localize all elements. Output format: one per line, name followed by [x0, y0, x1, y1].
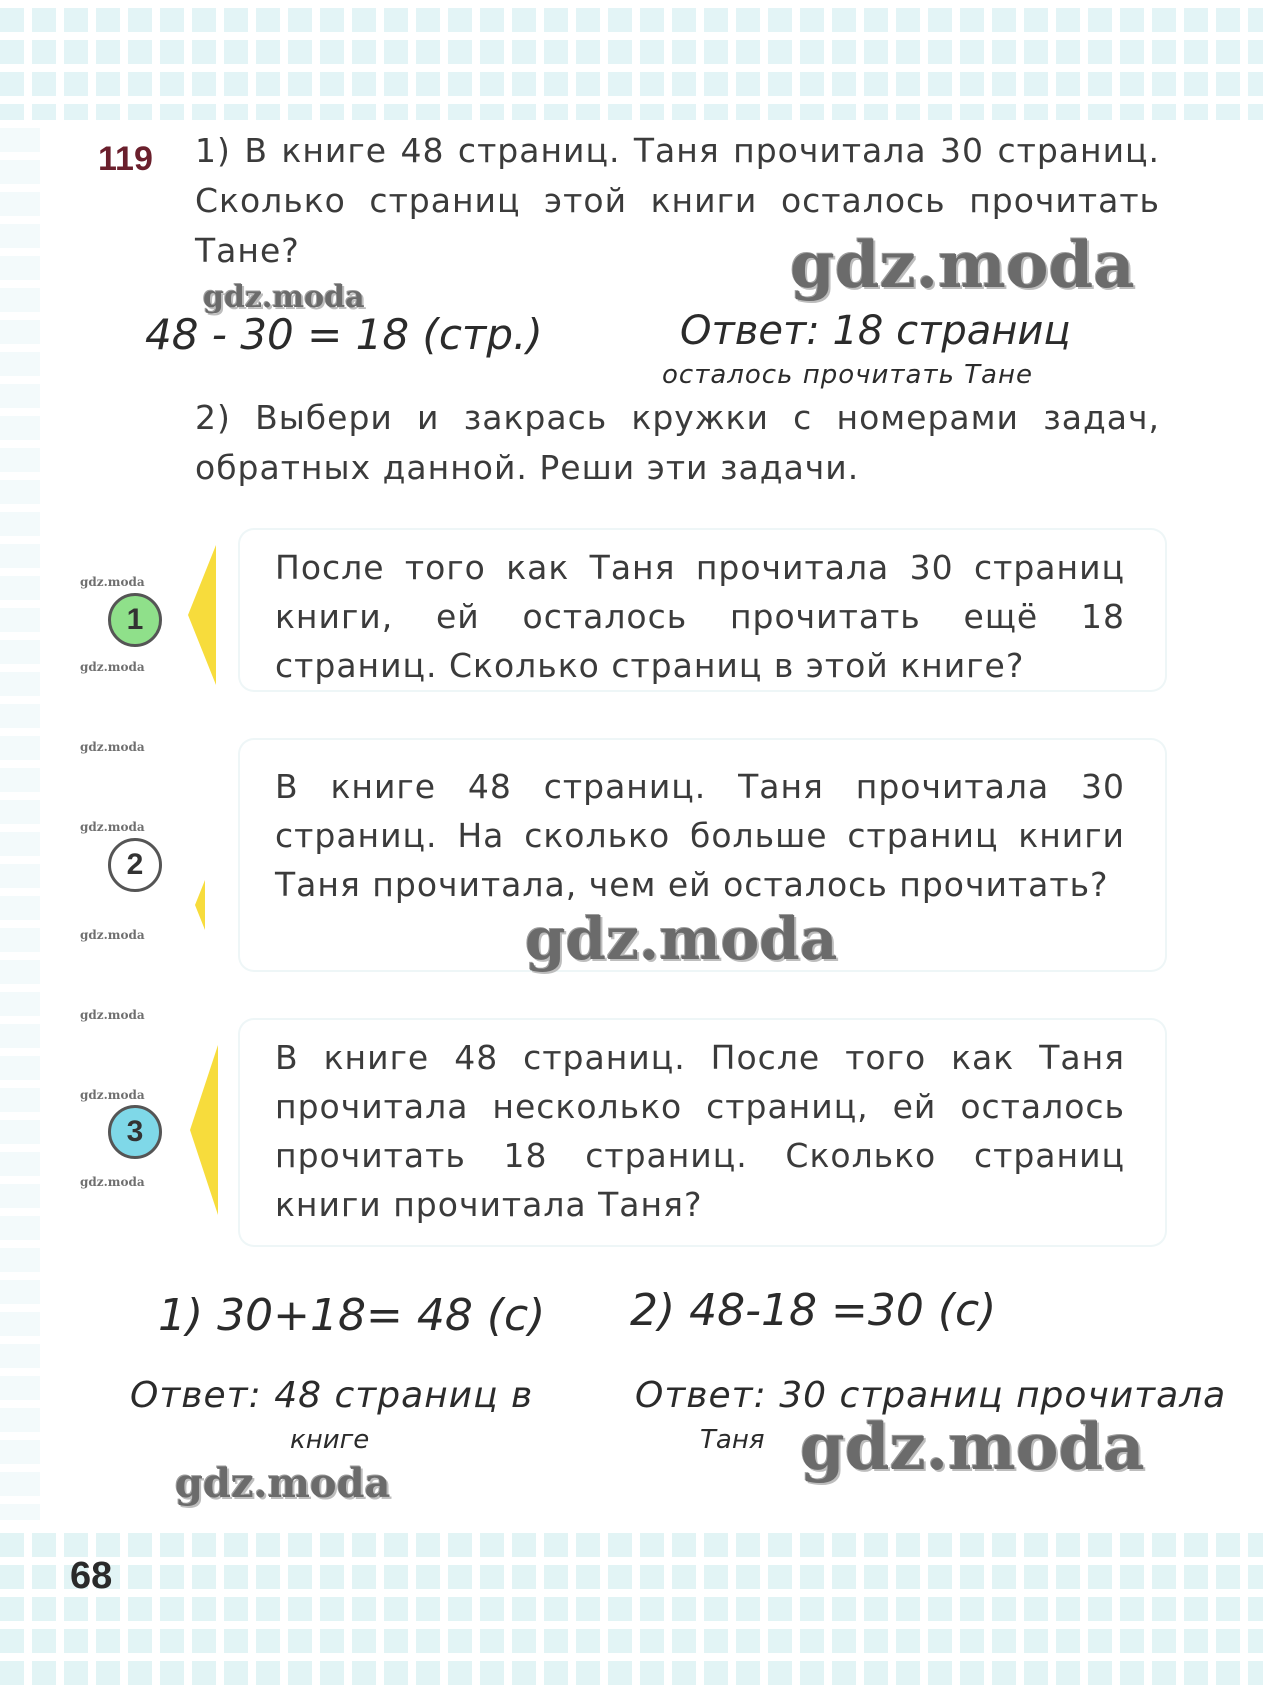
problem-number: 119 — [98, 140, 153, 178]
watermark: gdz.moda — [175, 1460, 391, 1507]
task-marker-3 — [190, 1045, 218, 1215]
watermark: gdz.moda — [80, 1008, 145, 1022]
handwritten-solution: 48 - 30 = 18 (стр.) — [145, 310, 543, 359]
task-marker-1 — [188, 545, 216, 685]
watermark: gdz.moda — [80, 660, 145, 674]
left-grid-decoration — [0, 120, 40, 1520]
handwritten-answer-continued: осталось прочитать Тане — [662, 360, 1033, 390]
handwritten-solution-1: 1) 30+18= 48 (с) — [158, 1290, 546, 1341]
task-marker-2 — [195, 880, 205, 930]
handwritten-answer-1-continued: книге — [290, 1425, 370, 1455]
bottom-grid-decoration — [0, 1525, 1263, 1685]
task-2-text: В книге 48 страниц. Таня прочитала 30 страниц. На сколько больше страниц книги Таня прочитала, чем ей осталось прочитать? — [275, 767, 1125, 904]
watermark: gdz.moda — [525, 905, 838, 973]
page-number: 68 — [70, 1555, 113, 1597]
handwritten-solution-2: 2) 48-18 =30 (с) — [630, 1285, 997, 1336]
problem-part2-text: 2) Выбери и закрась кружки с номерами задач, обратных данной. Реши эти задачи. — [195, 398, 1160, 487]
task-circle-1[interactable]: 1 — [108, 593, 162, 647]
watermark: gdz.moda — [80, 575, 145, 589]
problem-part1-text: 1) В книге 48 страниц. Таня прочитала 30 страниц. Сколько страниц этой книги осталось прочитать Тане? — [195, 131, 1160, 270]
watermark: gdz.moda — [203, 280, 365, 315]
watermark: gdz.moda — [80, 820, 145, 834]
watermark: gdz.moda — [80, 1088, 145, 1102]
watermark: gdz.moda — [80, 740, 145, 754]
handwritten-answer-1: Ответ: 48 страниц в — [130, 1375, 534, 1416]
task-circle-2[interactable]: 2 — [108, 838, 162, 892]
watermark: gdz.moda — [80, 1175, 145, 1189]
task-1-text: После того как Таня прочитала 30 страниц книги, ей осталось прочитать ещё 18 страниц. Сколько страниц в этой книге? — [275, 548, 1125, 685]
handwritten-answer: Ответ: 18 страниц — [680, 308, 1071, 354]
handwritten-answer-2-continued: Таня — [700, 1425, 765, 1455]
top-grid-decoration — [0, 0, 1263, 120]
task-3-text: В книге 48 страниц. После того как Таня прочитала несколько страниц, ей осталось прочитать 18 страниц. Сколько страниц книги прочитала Таня? — [275, 1038, 1125, 1224]
watermark: gdz.moda — [80, 928, 145, 942]
watermark: gdz.moda — [790, 228, 1135, 303]
task-circle-3[interactable]: 3 — [108, 1105, 162, 1159]
watermark: gdz.moda — [800, 1410, 1145, 1485]
handwritten-answer-2: Ответ: 30 страниц прочитала — [635, 1375, 1227, 1416]
